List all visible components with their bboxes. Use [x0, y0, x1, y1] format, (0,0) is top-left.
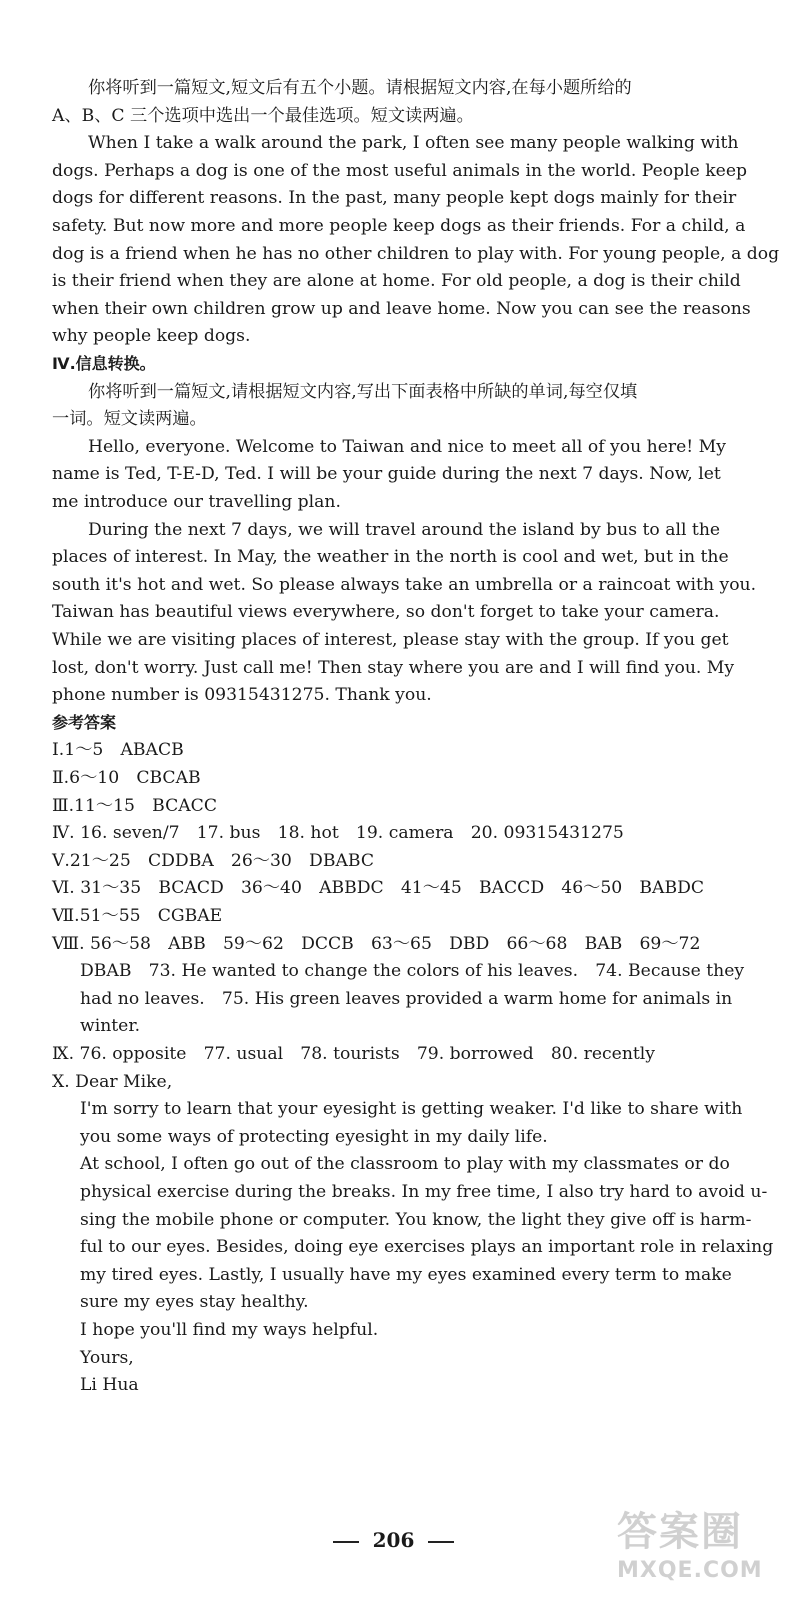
text-line: Ⅴ.21～25 CDDBA 26～30 DBABC: [52, 850, 374, 871]
text-line: ful to our eyes. Besides, doing eye exercises plays an important role in relaxing: [80, 1237, 774, 1258]
text-line: dogs for different reasons. In the past, many people kept dogs mainly for their: [52, 188, 737, 209]
text-line: winter.: [80, 1016, 141, 1037]
text-line: safety. But now more and more people keep dogs as their friends. For a child, a: [52, 216, 746, 236]
text-line: DBAB 73. He wanted to change the colors of his leaves. 74. Because they: [80, 961, 745, 982]
text-line: During the next 7 days, we will travel around the island by bus to all the: [88, 519, 721, 540]
text-line: 一词。短文读两遍。: [52, 409, 207, 430]
text-line: Yours,: [80, 1347, 134, 1368]
text-line: Ⅵ. 31～35 BCACD 36～40 ABBDC 41～45 BACCD 46～50 BABDC: [52, 878, 705, 899]
text-line: Ⅲ.11～15 BCACC: [52, 795, 217, 816]
footer-dash-left: [333, 1541, 359, 1543]
text-line: my tired eyes. Lastly, I usually have my eyes examined every term to make: [80, 1264, 732, 1285]
text-line: phone number is 09315431275. Thank you.: [52, 685, 432, 706]
text-line: 你将听到一篇短文,短文后有五个小题。请根据短文内容,在每小题所给的: [88, 78, 632, 98]
text-line: While we are visiting places of interest, please stay with the group. If you get: [52, 630, 729, 650]
text-line: dog is a friend when he has no other children to play with. For young people, a dog: [52, 243, 780, 264]
text-line: is their friend when they are alone at home. For old people, a dog is their child: [52, 271, 741, 292]
text-line: Ⅹ. Dear Mike,: [52, 1071, 173, 1092]
text-line: Ⅰ.1～5 ABACB: [52, 740, 184, 761]
page-number: 206: [372, 1528, 415, 1552]
text-line: Ⅷ. 56～58 ABB 59～62 DCCB 63～65 DBD 66～68 BAB 69～72: [52, 933, 701, 954]
text-line: Ⅸ. 76. opposite 77. usual 78. tourists 79. borrowed 80. recently: [52, 1044, 656, 1064]
footer-dash-right: [428, 1541, 454, 1543]
text-line: Li Hua: [80, 1375, 139, 1396]
text-line: lost, don't worry. Just call me! Then stay where you are and I will find you. My: [52, 657, 735, 678]
text-line: I'm sorry to learn that your eyesight is getting weaker. I'd like to share with: [80, 1099, 743, 1120]
watermark-logo: [607, 1500, 763, 1590]
text-line: Ⅱ.6～10 CBCAB: [52, 768, 201, 788]
text-line: Hello, everyone. Welcome to Taiwan and nice to meet all of you here! My: [88, 436, 726, 457]
text-line: places of interest. In May, the weather in the north is cool and wet, but in the: [52, 547, 729, 568]
text-line: Taiwan has beautiful views everywhere, so don't forget to take your camera.: [52, 602, 720, 623]
text-line: 参考答案: [52, 712, 117, 732]
text-line: When I take a walk around the park, I often see many people walking with: [88, 133, 739, 154]
watermark-bottom-text: MXQE.COM: [617, 1558, 763, 1583]
text-line: Ⅳ. 16. seven/7 17. bus 18. hot 19. camera 20. 09315431275: [52, 823, 624, 844]
text-line: Ⅳ.信息转换。: [52, 354, 156, 373]
text-line: dogs. Perhaps a dog is one of the most useful animals in the world. People keep: [52, 160, 748, 181]
text-line: you some ways of protecting eyesight in my daily life.: [80, 1126, 548, 1147]
text-line: 你将听到一篇短文,请根据短文内容,写出下面表格中所缺的单词,每空仅填: [88, 381, 638, 402]
text-line: when their own children grow up and leave home. Now you can see the reasons: [52, 298, 751, 319]
text-line: sure my eyes stay healthy.: [80, 1292, 309, 1313]
watermark-top-text: 答案圈: [617, 1509, 743, 1555]
text-line: I hope you'll find my ways helpful.: [80, 1320, 379, 1340]
text-line: south it's hot and wet. So please always take an umbrella or a raincoat with you.: [52, 574, 757, 595]
text-line: had no leaves. 75. His green leaves provided a warm home for animals in: [80, 988, 733, 1009]
text-line: sing the mobile phone or computer. You know, the light they give off is harm-: [80, 1209, 752, 1230]
text-line: physical exercise during the breaks. In my free time, I also try hard to avoid u-: [80, 1182, 768, 1202]
text-line: Ⅶ.51～55 CGBAE: [52, 906, 223, 926]
text-line: A、B、C 三个选项中选出一个最佳选项。短文读两遍。: [52, 105, 474, 126]
text-line: name is Ted, T-E-D, Ted. I will be your guide during the next 7 days. Now, let: [52, 464, 721, 485]
text-line: why people keep dogs.: [52, 326, 251, 347]
text-line: At school, I often go out of the classroom to play with my classmates or do: [80, 1154, 730, 1175]
text-line: me introduce our travelling plan.: [52, 492, 341, 512]
